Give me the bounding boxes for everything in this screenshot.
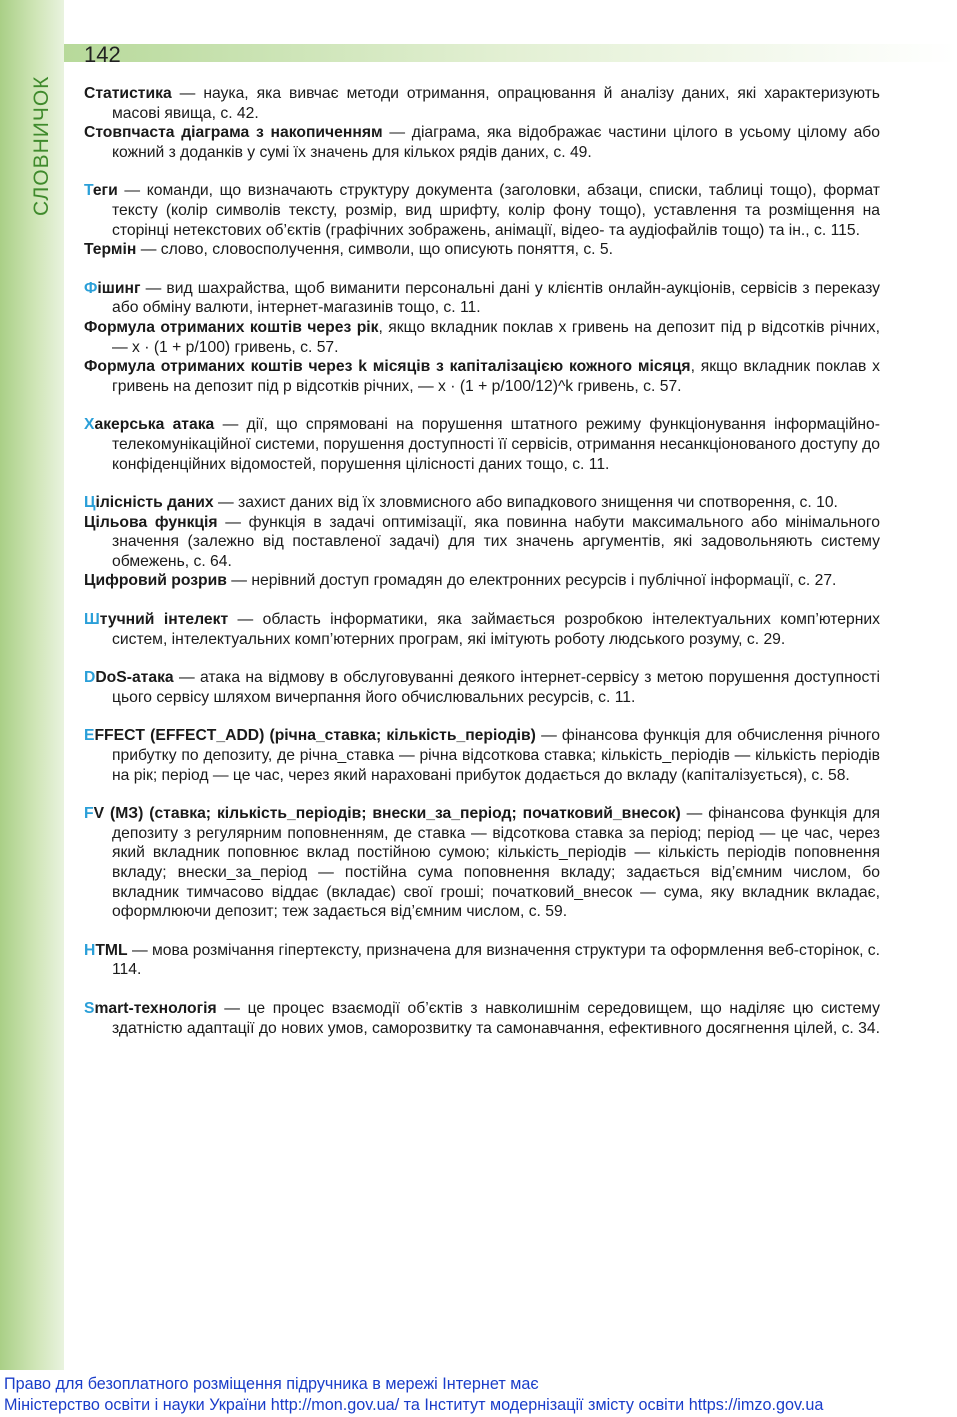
glossary-content (84, 84, 880, 1038)
entry-term: Цифровий розрив (84, 572, 227, 590)
entry-term: mart-технологія (94, 999, 217, 1017)
entry-definition: — фінансова функція для обчислення річного прибутку по депозиту, де річна_ставка — річна відсоткова ставка; кількість_періодів — кількість періодів на рік; період — це час, через який нараховані прибуток додається до вкладу (капіталізується), с. 58. (112, 727, 881, 784)
glossary-entry (84, 240, 880, 260)
entry-initial-letter: Ц (84, 494, 96, 512)
glossary-entry (84, 493, 880, 513)
glossary-entry (84, 415, 880, 474)
entry-term: Формула отриманих коштів через рік (84, 318, 379, 336)
entry-initial-letter: Ш (84, 611, 100, 629)
glossary-entry (84, 513, 880, 572)
entry-initial-letter: S (84, 999, 95, 1017)
glossary-entry (84, 571, 880, 591)
entry-term: TML (95, 941, 128, 959)
footer-line-1: Право для безоплатного розміщення підручника в мережі Інтернет має (4, 1375, 539, 1393)
entry-definition: — мова розмічання гіпертексту, призначена для визначення структури та оформлення веб-сторінок, с. 114. (112, 941, 880, 979)
glossary-entry (84, 84, 880, 123)
glossary-entry (84, 726, 880, 785)
entry-definition: — команди, що визначають структуру документа (заголовки, абзаци, списки, таблиці тощо), формат тексту (колір символів тексту, розмір, вид шрифту, колір фону тощо), уставлення та розміщення на сторінці нетекстових об’єктів (графічних зображень, анімації, відео- та аудіофайлів тощо) та ін., с. 115. (112, 182, 880, 239)
entry-definition: — атака на відмову в обслуговуванні деякого інтернет-сервісу з метою порушення доступності цього сервісу шляхом вичерпання його обчислювальних ресурсів, с. 11. (112, 669, 880, 706)
entry-initial-letter: E (84, 727, 95, 745)
glossary-entry (84, 181, 880, 240)
glossary-entry (84, 668, 880, 707)
entry-definition: — наука, яка вивчає методи отримання, опрацювання й аналізу даних, які характеризують масові явища, с. 42. (112, 85, 880, 122)
entry-term: Термін (84, 241, 137, 259)
entry-definition: — це процес взаємодії об’єктів з навколишнім середовищем, що наділяє цю систему здатністю адаптації до нових умов, саморозвитку та самонавчання, ефективного досягнення цілей, с. 34. (112, 999, 880, 1037)
entry-definition: — діаграма, яка відображає частини цілого в усьому цілому або кожний з доданків у сумі їх значень для кількох рядів даних, с. 49. (112, 124, 881, 161)
entry-term: Стовпчаста діаграма з накопиченням (84, 124, 383, 142)
section-label: СЛОВНИЧОК (30, 75, 53, 216)
entry-definition: — захист даних від їх зловмисного або випадкового знищення чи спотворення, с. 10. (213, 494, 838, 512)
entry-definition: — вид шахрайства, щоб виманити персональні дані у клієнтів онлайн-аукціонів, сервісів з переказу або обміну валюти, інтернет-магазинів тощо, с. 11. (112, 279, 880, 317)
entry-definition: — фінансова функція для депозиту з регулярним поповненням, де ставка — відсоткова ставка за період; період — це час, через який вкладник поповнює вклад постійною сумою; кількість_періодів — кількість періодів поповнення вкладу; внески_за_період — постійна сума поповнення вкладу; задається від’ємним числом, бо вкладник тимчасово віддає (вкладає) свої гроші; початковий_внесок — сума, яку вкладник вкладає, оформлюючи депозит; теж задається від’ємним числом, с. 59. (112, 805, 880, 921)
footer (4, 1374, 954, 1416)
glossary-entry (84, 999, 880, 1038)
entry-term: акерська атака (94, 416, 215, 434)
entry-term: V (МЗ) (ставка; кількість_періодів; внески_за_період; початковий_внесок) (93, 805, 681, 823)
entry-definition: — слово, словосполучення, символи, що описують поняття, с. 5. (136, 241, 613, 259)
entry-initial-letter: Т (84, 182, 93, 200)
page-number: 142 (84, 42, 121, 67)
top-band (64, 44, 957, 62)
entry-term: Формула отриманих коштів через k місяців з капіталізацією кожного місяця (84, 358, 691, 376)
glossary-entry (84, 357, 880, 396)
entry-initial-letter: Х (84, 416, 95, 434)
glossary-entry (84, 941, 880, 980)
glossary-entry (84, 610, 880, 649)
entry-definition: , якщо вкладник поклав x гривень на депозит під p відсотків річних, — x · (1 + p/100/12)^k гривень, с. 57. (112, 358, 881, 395)
glossary-entry (84, 318, 880, 357)
entry-initial-letter: Ф (84, 279, 98, 297)
entry-definition: — дії, що спрямовані на порушення штатного режиму функціонування інформаційно-телекомунікаційної системи, порушення доступності її сервісів, отримання несанкціонованого доступу до конфіденційних відомостей, порушення цілісності даних тощо, с. 11. (112, 416, 880, 473)
entry-term: DoS-атака (95, 669, 174, 687)
entry-term: ішинг (97, 279, 141, 297)
entry-definition: — функція в задачі оптимізації, яка повинна набути максимального або мінімального значення (залежно від поставленої задачі) для тих значень аргументів, які задовольняють систему обмежень, с. 64. (112, 513, 880, 570)
entry-term: еги (92, 182, 118, 200)
entry-term: Цільова функція (84, 513, 218, 531)
entry-initial-letter: F (84, 805, 94, 823)
entry-definition: — нерівний доступ громадян до електронних ресурсів і публічної інформації, с. 27. (226, 572, 837, 590)
entry-definition: , якщо вкладник поклав x гривень на депозит під p відсотків річних, — x · (1 + p/100) гривень, с. 57. (112, 318, 880, 356)
entry-term: тучний інтелект (99, 611, 229, 629)
entry-term: FFECT (EFFECT_ADD) (річна_ставка; кількість_періодів) (94, 727, 536, 745)
glossary-entry (84, 804, 880, 922)
entry-term: ілісність даних (95, 494, 214, 512)
glossary-entry (84, 279, 880, 318)
entry-initial-letter: H (84, 941, 96, 959)
entry-term: Статистика (84, 85, 172, 102)
entry-initial-letter: D (84, 669, 96, 687)
glossary-entry (84, 123, 880, 162)
entry-definition: — область інформатики, яка займається розробкою інтелектуальних комп’ютерних систем, інтелектуальних комп’ютерних програм, які імітують роботу людського розуму, с. 29. (112, 611, 880, 648)
footer-line-2: Міністерство освіти і науки України http://mon.gov.ua/ та Інститут модернізації змісту освіти https://imzo.gov.ua (4, 1396, 824, 1414)
